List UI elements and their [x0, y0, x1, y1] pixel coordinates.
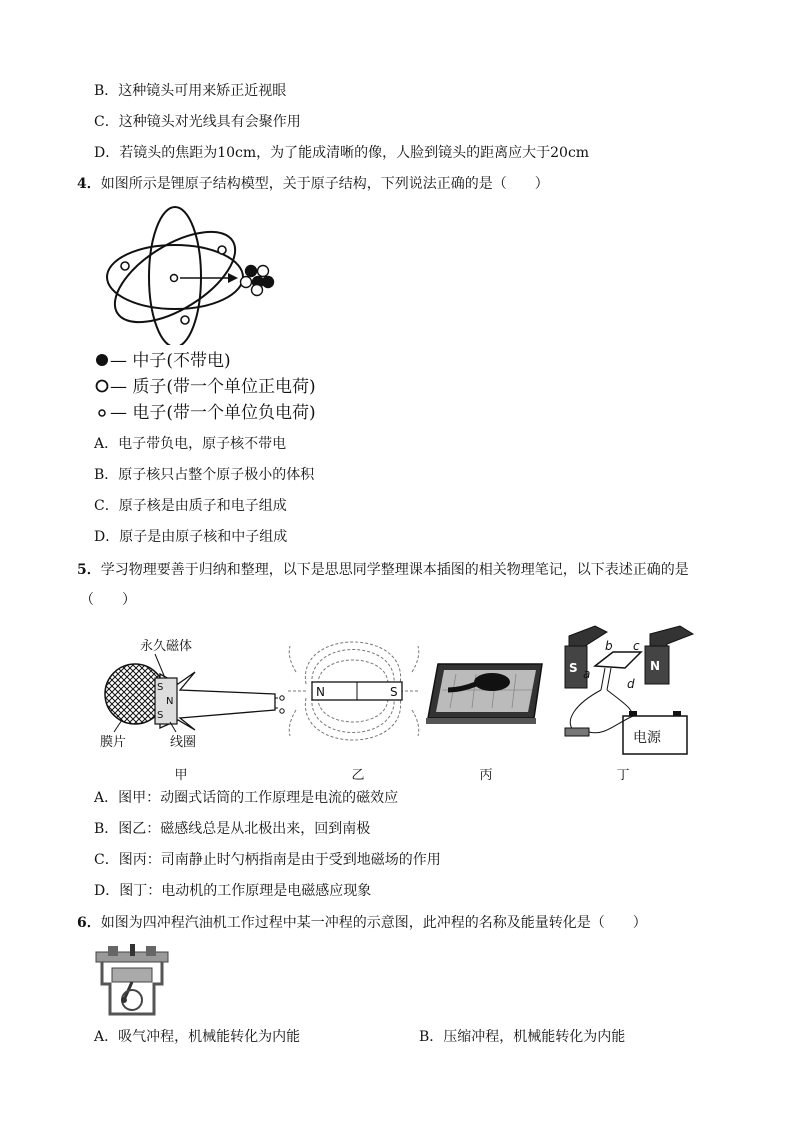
motor-d-label: d [627, 677, 635, 691]
q5-option-b: B．图乙：磁感线总是从北极出来，回到南极 [94, 821, 371, 837]
q6-option-a: A．吸气冲程，机械能转化为内能 [94, 1029, 301, 1045]
q4-stem-text: 如图所示是锂原子结构模型，关于原子结构，下列说法正确的是（ ） [100, 176, 549, 192]
atom-legend-proton [94, 376, 316, 398]
magnet-label: 永久磁体 [140, 639, 193, 654]
q4-number: 4． [77, 176, 101, 192]
motor-c-label: c [633, 639, 640, 653]
motor-a-label: a [583, 667, 591, 681]
atom-legend-electron [94, 402, 316, 424]
q5-option-c: C．图丙：司南静止时勺柄指南是由于受到地磁场的作用 [94, 852, 441, 868]
q5-stem [77, 561, 689, 579]
q6-option-b: B．压缩冲程，机械能转化为内能 [419, 1029, 626, 1045]
q5-option-a: A．图甲：动圈式话筒的工作原理是电流的磁效应 [94, 790, 399, 806]
q5-stem-blank: （ ） [80, 592, 136, 608]
sinan-compass-figure [426, 660, 544, 730]
q6-stem-text: 如图为四冲程汽油机工作过程中某一冲程的示意图，此冲程的名称及能量转化是（ ） [100, 915, 647, 931]
diaphragm-label: 膜片 [100, 735, 127, 750]
q3-option-d: D．若镜头的焦距为10cm，为了能成清晰的像，人脸到镜头的距离应大于20cm [94, 145, 590, 161]
q4-option-d: D．原子是由原子核和中子组成 [94, 529, 288, 545]
atom-legend-proton-text: — 质子(带一个单位正电荷) [110, 377, 316, 397]
q3-option-b: B．这种镜头可用来矫正近视眼 [94, 83, 287, 99]
q4-option-c: C．原子核是由质子和电子组成 [94, 498, 287, 514]
lithium-atom-figure [100, 200, 280, 345]
engine-stroke-figure [94, 944, 170, 1016]
q6-number: 6． [77, 915, 101, 931]
microphone-figure [100, 632, 290, 752]
coil-label: 线圈 [170, 735, 197, 750]
motor-n-label: N [650, 659, 661, 673]
magnet-n-label: N [316, 685, 325, 699]
q5-number: 5． [77, 562, 101, 578]
magnet-s-label: S [390, 685, 398, 699]
caption-jia: 甲 [174, 768, 188, 783]
motor-b-label: b [605, 639, 613, 653]
proton-icon [94, 378, 110, 394]
q5-stem-text: 学习物理要善于归纳和整理，以下是思思同学整理课本插图的相关物理笔记，以下表述正确的是 [100, 562, 689, 578]
neutron-icon [94, 352, 110, 368]
q4-option-a: A．电子带负电，原子核不带电 [94, 436, 287, 452]
mic-s-label: S [157, 682, 164, 693]
q4-option-b: B．原子核只占整个原子极小的体积 [94, 467, 315, 483]
caption-yi: 乙 [351, 768, 365, 783]
q4-stem [77, 175, 549, 193]
mic-s2-label: S [157, 710, 164, 721]
bar-magnet-figure [288, 632, 420, 750]
mic-n-label: N [166, 696, 174, 707]
caption-ding: 丁 [616, 768, 630, 783]
electron-icon [94, 404, 110, 420]
q5-option-d: D．图丁：电动机的工作原理是电磁感应现象 [94, 883, 372, 899]
motor-figure [555, 624, 700, 756]
power-label: 电源 [633, 730, 661, 746]
atom-legend-electron-text: — 电子(带一个单位负电荷) [110, 403, 316, 423]
motor-s-label: S [569, 661, 578, 675]
atom-legend-neutron [94, 350, 231, 372]
caption-bing: 丙 [479, 768, 493, 783]
atom-legend-neutron-text: — 中子(不带电) [110, 351, 231, 371]
q6-stem [77, 914, 647, 932]
q3-option-c: C．这种镜头对光线具有会聚作用 [94, 114, 301, 130]
